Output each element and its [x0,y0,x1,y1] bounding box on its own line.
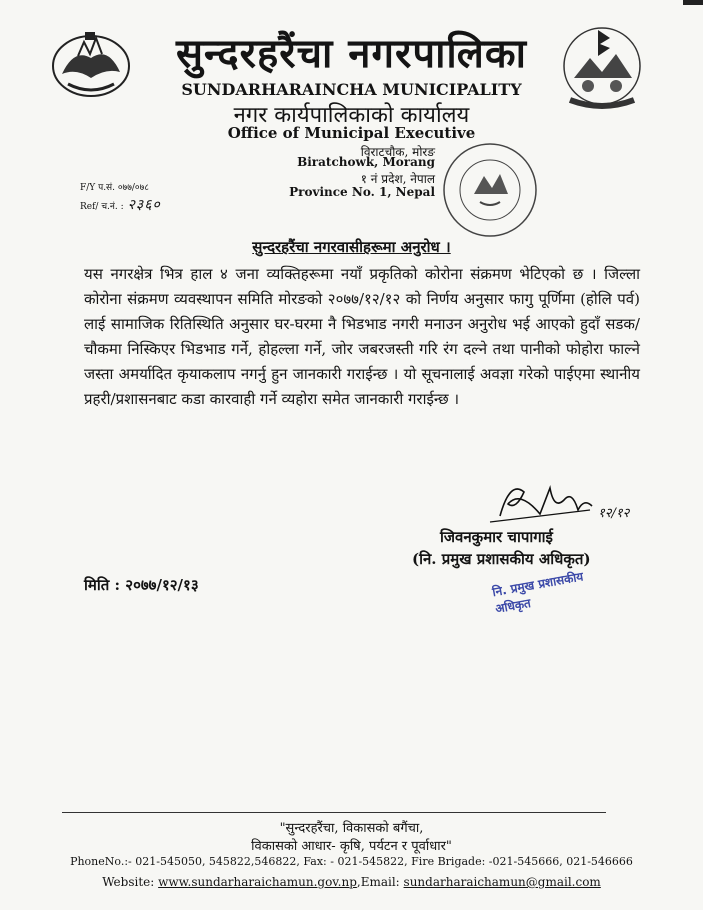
letter-date: मिति : २०७७/१२/१३ [84,576,199,594]
email-link[interactable]: sundarharaichamun@gmail.com [403,875,601,889]
reference-label: Ref/ च.नं. : [80,202,124,212]
footer-web-line [0,875,703,889]
office-name-english: Office of Municipal Executive [227,124,476,142]
footer-contact-numbers: PhoneNo.:- 021-545050, 545822,546822, Fax: - 021-545822, Fire Brigade: -021-545666, 021-546666 [70,855,633,868]
website-label: Website: [102,875,155,889]
letter-body: यस नगरक्षेत्र भित्र हाल ४ जना व्यक्तिहरूमा नयाँ प्रकृतिको कोरोना संक्रमण भेटिएको छ । जिल्ला कोरोना संक्रमण व्यवस्थापन समिति मोरङको २०७७/१२/१२ को निर्णय अनुसार फागु पूर्णिमा (होलि पर्व) लाई सामाजिक रितिस्थिति अनुसार घर-घरमा नै भिडभाड नगरी मनाउन अनुरोध भई आएको हुदाँ सडक/चौकमा निस्किएर भिडभाड गर्ने, होहल्ला गर्ने, जोर जबरजस्ती गरि रंग दल्ने तथा पानीको फोहोरा फाल्ने जस्ता अमर्यादित कृयाकलाप नगर्नु हुन जानकारी गराईन्छ । यो सूचनालाई अवज्ञा गरेको पाईएमा स्थानीय प्रहरी/प्रशासनबाट कडा कारवाही गर्ने व्यहोरा समेत जानकारी गराईन्छ । [84,265,640,408]
location-nepali: विराटचौक, मोरङ [360,145,435,159]
location-english: Biratchowk, Morang [297,155,435,169]
province-nepali: १ नं प्रदेश, नेपाल [360,172,435,186]
handwritten-signature [480,470,640,530]
footer-slogan-line2: विकासको आधार- कृषि, पर्यटन र पूर्वाधार" [251,839,452,854]
reference-line [80,195,161,214]
footer-slogan-line1: "सुन्दरहरैंचा, विकासको बगैंचा, [279,821,424,836]
footer-divider [62,812,606,813]
province-english: Province No. 1, Nepal [289,185,435,199]
municipality-name-english: SUNDARHARAINCHA MUNICIPALITY [181,80,522,99]
officer-title-stamp: नि. प्रमुख प्रशासकीय अधिकृत [491,569,585,616]
municipality-name-nepali: सुन्दरहरैंचा नगरपालिका [175,30,527,77]
signer-name: जिवनकुमार चापागाई [440,528,553,546]
office-seal-stamp [440,140,540,240]
website-link[interactable]: www.sundarharaichamun.gov.np [158,875,357,889]
email-label: ,Email: [356,875,400,889]
letter-subject: सुन्दरहरैंचा नगरवासीहरूमा अनुरोध । [252,238,451,256]
fiscal-year-label: F/Y प.सं. ०७७/०७८ [80,183,149,193]
signature-date: १२/१२ [598,506,630,521]
scan-edge-mark [683,0,703,5]
reference-number: २३६० [127,197,161,213]
signer-title: (नि. प्रमुख प्रशासकीय अधिकृत) [412,550,591,568]
office-name-nepali: नगर कार्यपालिकाको कार्यालय [233,103,470,128]
